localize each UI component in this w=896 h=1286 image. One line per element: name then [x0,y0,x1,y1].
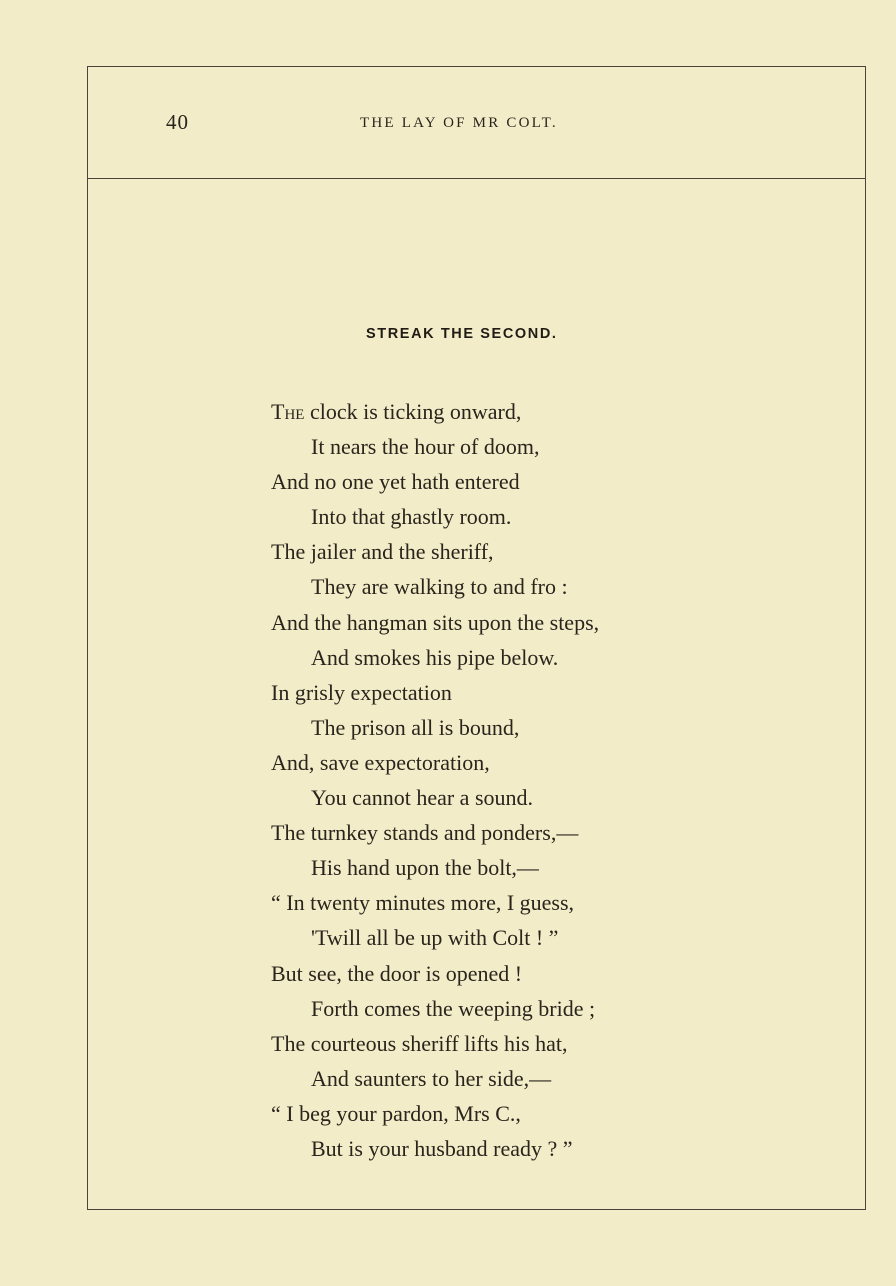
poem [271,394,831,1166]
poem-line-19: The courteous sheriff lifts his hat, [271,1030,568,1056]
first-word: The [271,399,305,424]
section-title: STREAK THE SECOND. [366,326,558,342]
poem-line-17: But see, the door is opened ! [271,960,523,986]
poem-line-12: You cannot hear a sound. [311,785,534,811]
poem-line-18: Forth comes the weeping bride ; [311,995,596,1021]
poem-line-22: But is your husband ready ? ” [311,1135,573,1161]
poem-line-5: The jailer and the sheriff, [271,539,494,565]
poem-line-3: And no one yet hath entered [271,469,520,495]
header-rule [87,178,866,179]
page-number: 40 [166,110,189,134]
poem-line-7: And the hangman sits upon the steps, [271,609,600,635]
poem-line-9: In grisly expectation [271,679,452,705]
poem-line-11: And, save expectoration, [271,749,490,775]
poem-line-8: And smokes his pipe below. [311,644,559,670]
poem-line-4: Into that ghastly room. [311,504,512,530]
poem-line-16: 'Twill all be up with Colt ! ” [311,925,559,951]
poem-line-1 [271,394,831,429]
poem-line-10: The prison all is bound, [311,714,520,740]
poem-line-20: And saunters to her side,— [311,1065,552,1091]
poem-line-21: “ I beg your pardon, Mrs C., [271,1100,521,1126]
poem-line-2: It nears the hour of doom, [311,434,540,460]
poem-line-13: The turnkey stands and ponders,— [271,820,579,846]
poem-line-14: His hand upon the bolt,— [311,855,539,881]
poem-line-15: “ In twenty minutes more, I guess, [271,890,575,916]
first-line-text: clock is ticking onward, [304,399,522,424]
running-title: THE LAY OF MR COLT. [360,115,558,131]
poem-line-6: They are walking to and fro : [311,574,568,600]
